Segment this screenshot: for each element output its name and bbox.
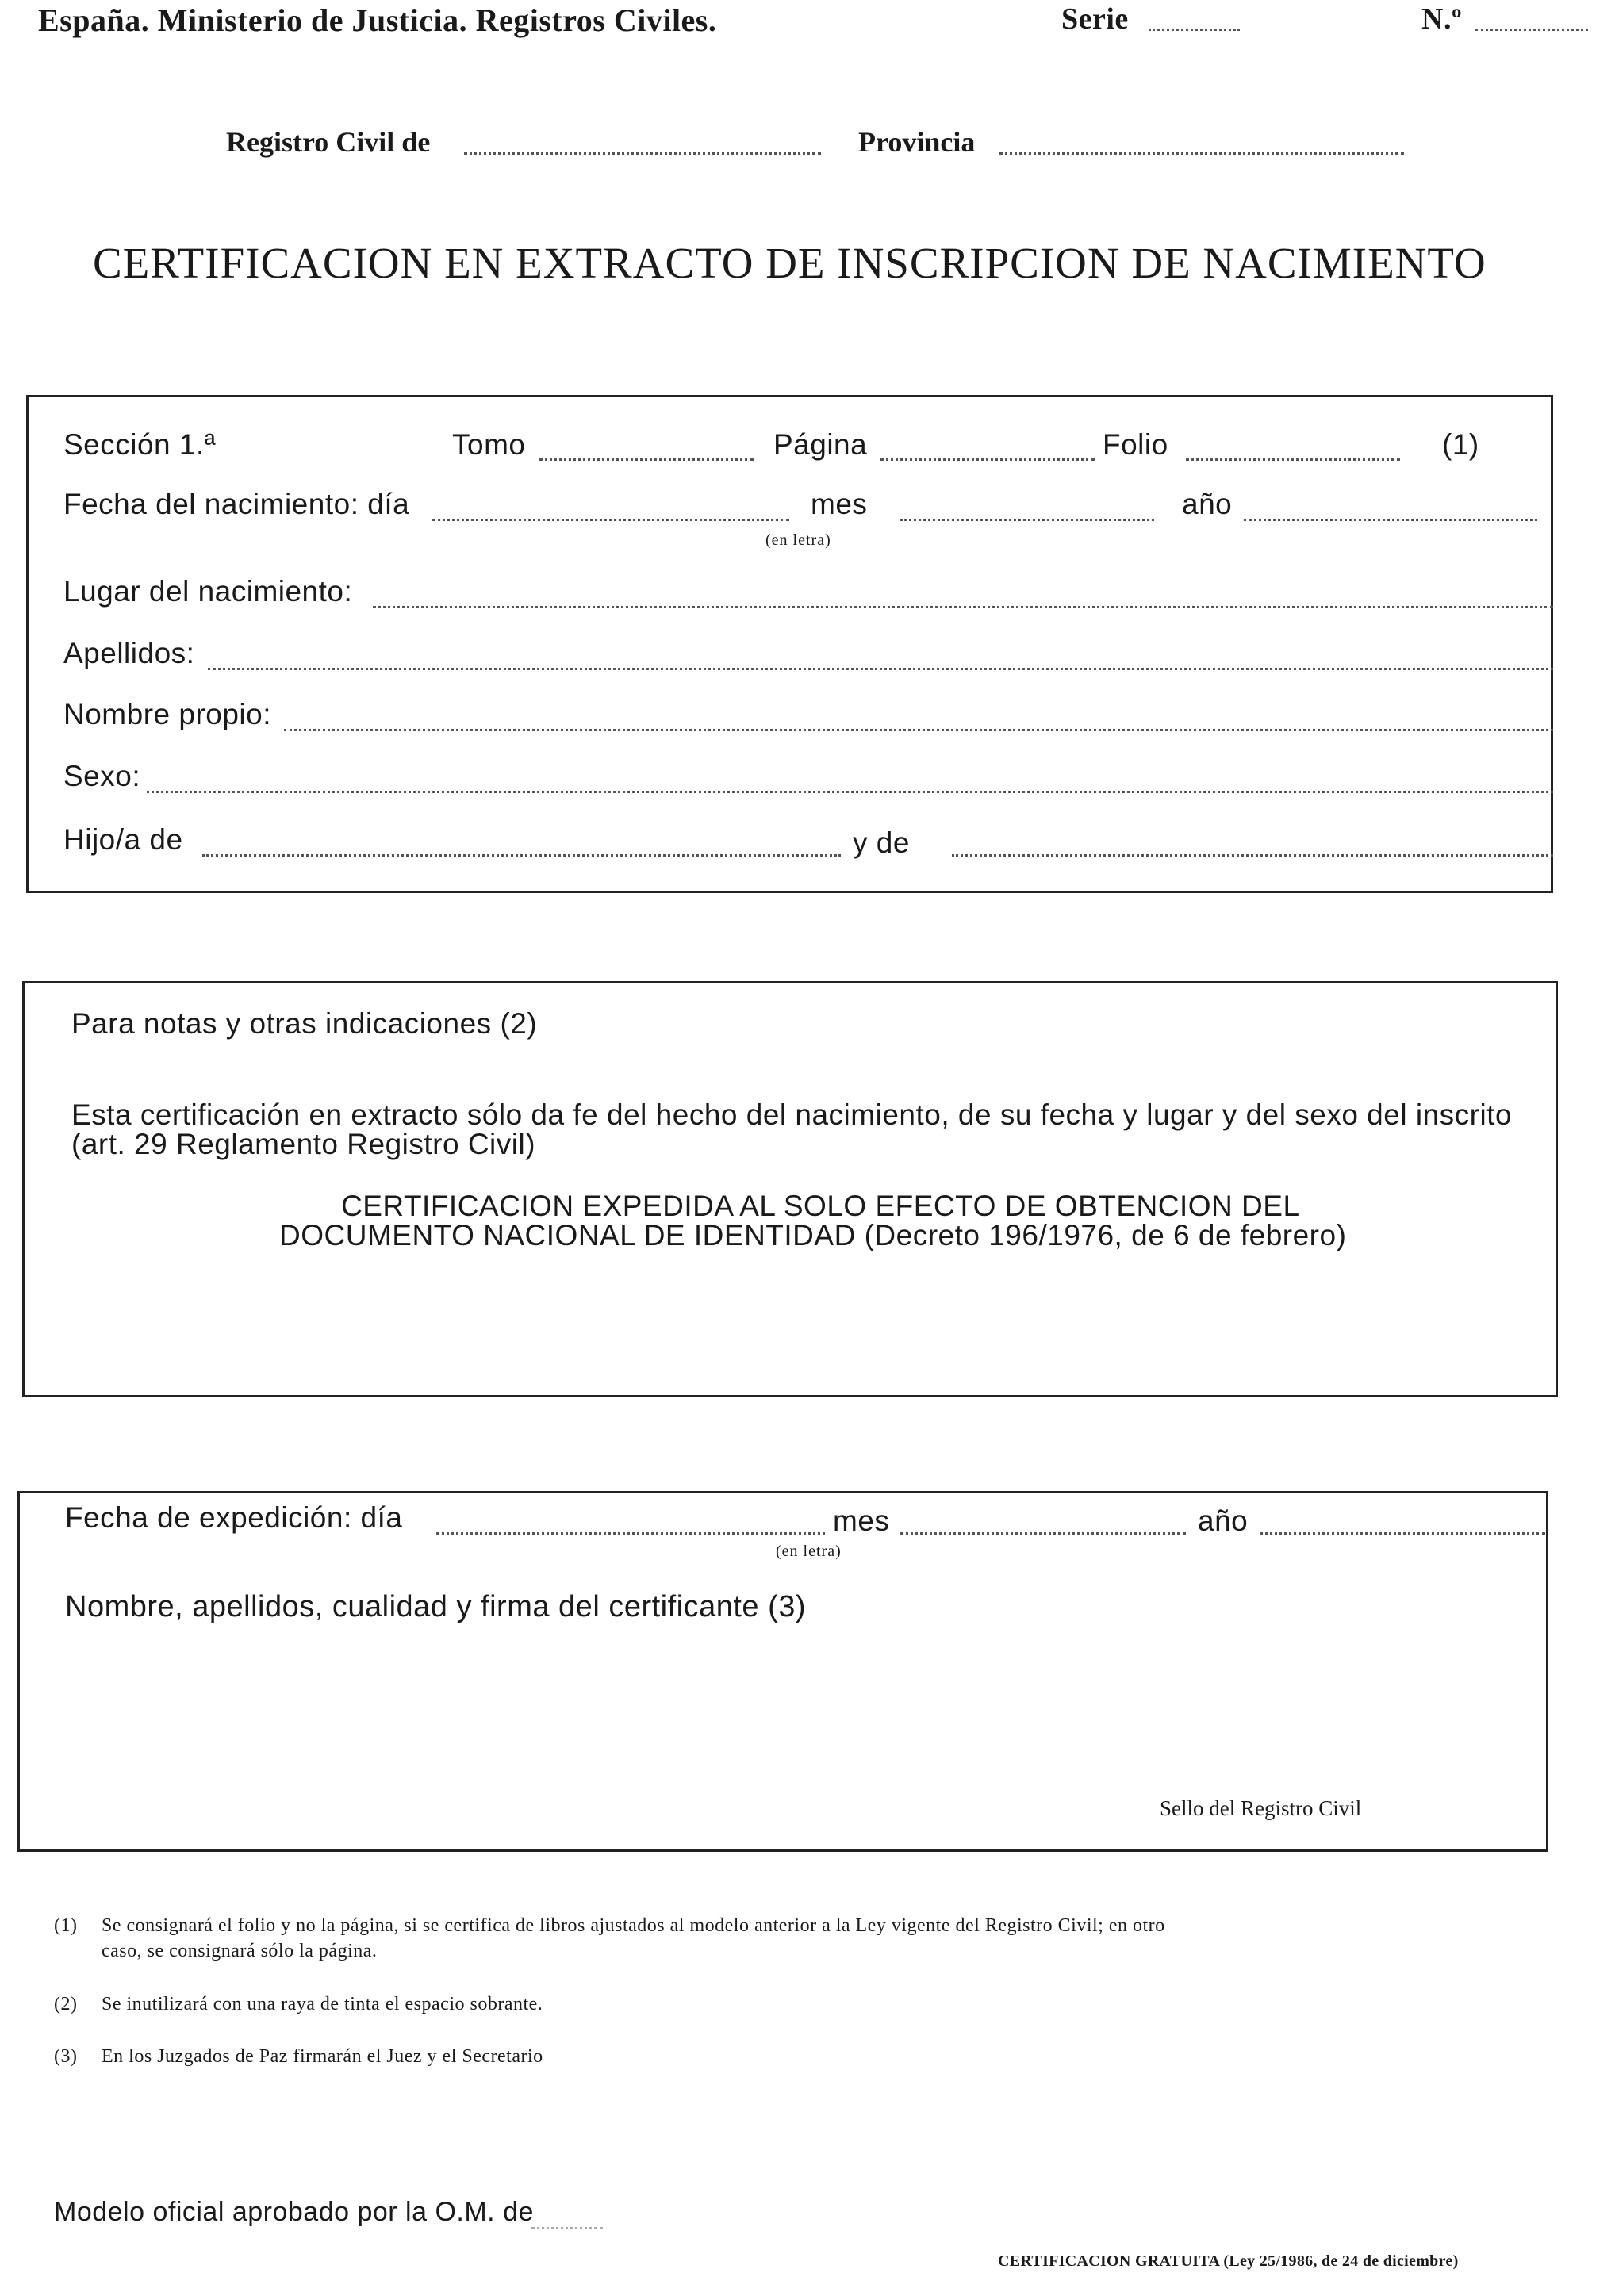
nombre-propio-field[interactable] — [284, 729, 1553, 731]
ministry-header: España. Ministerio de Justicia. Registros Civiles. — [38, 2, 717, 38]
document-title: CERTIFICACION EN EXTRACTO DE INSCRIPCION DE NACIMIENTO — [93, 239, 1486, 287]
sello-label: Sello del Registro Civil — [1160, 1796, 1362, 1820]
footnote-1-number: (1) — [54, 1915, 78, 1936]
registro-civil-label: Registro Civil de — [226, 126, 431, 158]
notes-text-line2: (art. 29 Reglamento Registro Civil) — [71, 1128, 536, 1160]
fecha-expedicion-label: Fecha de expedición: día — [65, 1501, 403, 1534]
expedida-line1: CERTIFICACION EXPEDIDA AL SOLO EFECTO DE OBTENCION DEL — [341, 1190, 1300, 1222]
lugar-nacimiento-field[interactable] — [373, 606, 1553, 608]
tomo-field[interactable] — [539, 458, 754, 461]
seccion-label: Sección 1.ª — [63, 428, 216, 461]
provincia-label: Provincia — [858, 126, 976, 158]
fecha-nacimiento-label: Fecha del nacimiento: día — [63, 488, 410, 520]
modelo-oficial: Modelo oficial aprobado por la O.M. de — [54, 2197, 534, 2227]
exp-mes-label: mes — [833, 1504, 890, 1537]
expedida-line2: DOCUMENTO NACIONAL DE IDENTIDAD (Decreto 196/1976, de 6 de febrero) — [279, 1219, 1347, 1251]
provincia-field[interactable] — [999, 152, 1404, 155]
firma-label: Nombre, apellidos, cualidad y firma del certificante (3) — [65, 1590, 807, 1623]
footnote-3-number: (3) — [54, 2046, 78, 2067]
folio-field[interactable] — [1186, 458, 1400, 461]
folio-label: Folio — [1103, 428, 1168, 461]
nombre-propio-label: Nombre propio: — [63, 698, 272, 730]
padre-field[interactable] — [202, 854, 841, 857]
inscription-box — [26, 395, 1553, 893]
registro-civil-field[interactable] — [464, 152, 821, 155]
mes-nacimiento-field[interactable] — [900, 519, 1154, 521]
serie-label: Serie — [1061, 2, 1129, 36]
sexo-label: Sexo: — [63, 760, 141, 792]
anio-nacimiento-field[interactable] — [1244, 519, 1537, 521]
tomo-label: Tomo — [452, 428, 526, 461]
exp-anio-label: año — [1198, 1504, 1249, 1537]
hijo-label: Hijo/a de — [63, 823, 183, 856]
pagina-field[interactable] — [880, 458, 1095, 461]
footnote-1-line1: Se consignará el folio y no la página, si se certifica de libros ajustados al modelo anterior a la Ley vigente del Registro Civil; en otro — [102, 1915, 1165, 1936]
numero-field[interactable] — [1475, 29, 1588, 31]
dia-nacimiento-field[interactable] — [432, 519, 789, 521]
firma-field[interactable] — [65, 1729, 938, 1731]
footnote-2-number: (2) — [54, 1994, 78, 2014]
en-letra-note: (en letra) — [765, 531, 831, 549]
modelo-fecha-field[interactable] — [531, 2227, 603, 2229]
notes-heading: Para notas y otras indicaciones (2) — [71, 1007, 538, 1040]
lugar-nacimiento-label: Lugar del nacimiento: — [63, 575, 353, 608]
footnote-2-line1: Se inutilizará con una raya de tinta el espacio sobrante. — [102, 1994, 543, 2014]
numero-label: N.º — [1421, 2, 1462, 36]
footnote-1-line2: caso, se consignará sólo la página. — [102, 1941, 378, 1961]
mes-label: mes — [811, 488, 868, 520]
exp-en-letra-note: (en letra) — [776, 1543, 842, 1560]
madre-field[interactable] — [952, 854, 1553, 857]
mes-expedicion-field[interactable] — [900, 1532, 1186, 1535]
sexo-field[interactable] — [147, 791, 1553, 793]
anio-expedicion-field[interactable] — [1260, 1532, 1545, 1535]
pagina-label: Página — [773, 428, 868, 461]
notes-text-line1: Esta certificación en extracto sólo da fe del hecho del nacimiento, de su fecha y lugar y del sexo del inscrito — [71, 1098, 1513, 1131]
dia-expedicion-field[interactable] — [436, 1532, 825, 1535]
serie-field[interactable] — [1149, 29, 1240, 31]
apellidos-field[interactable] — [208, 668, 1553, 670]
anio-label: año — [1182, 488, 1233, 520]
folio-note: (1) — [1442, 428, 1479, 461]
y-de-label: y de — [853, 826, 910, 859]
apellidos-label: Apellidos: — [63, 637, 195, 669]
certificacion-gratuita: CERTIFICACION GRATUITA (Ley 25/1986, de 24 de diciembre) — [998, 2252, 1459, 2270]
footnote-3-line1: En los Juzgados de Paz firmarán el Juez y el Secretario — [102, 2046, 543, 2067]
